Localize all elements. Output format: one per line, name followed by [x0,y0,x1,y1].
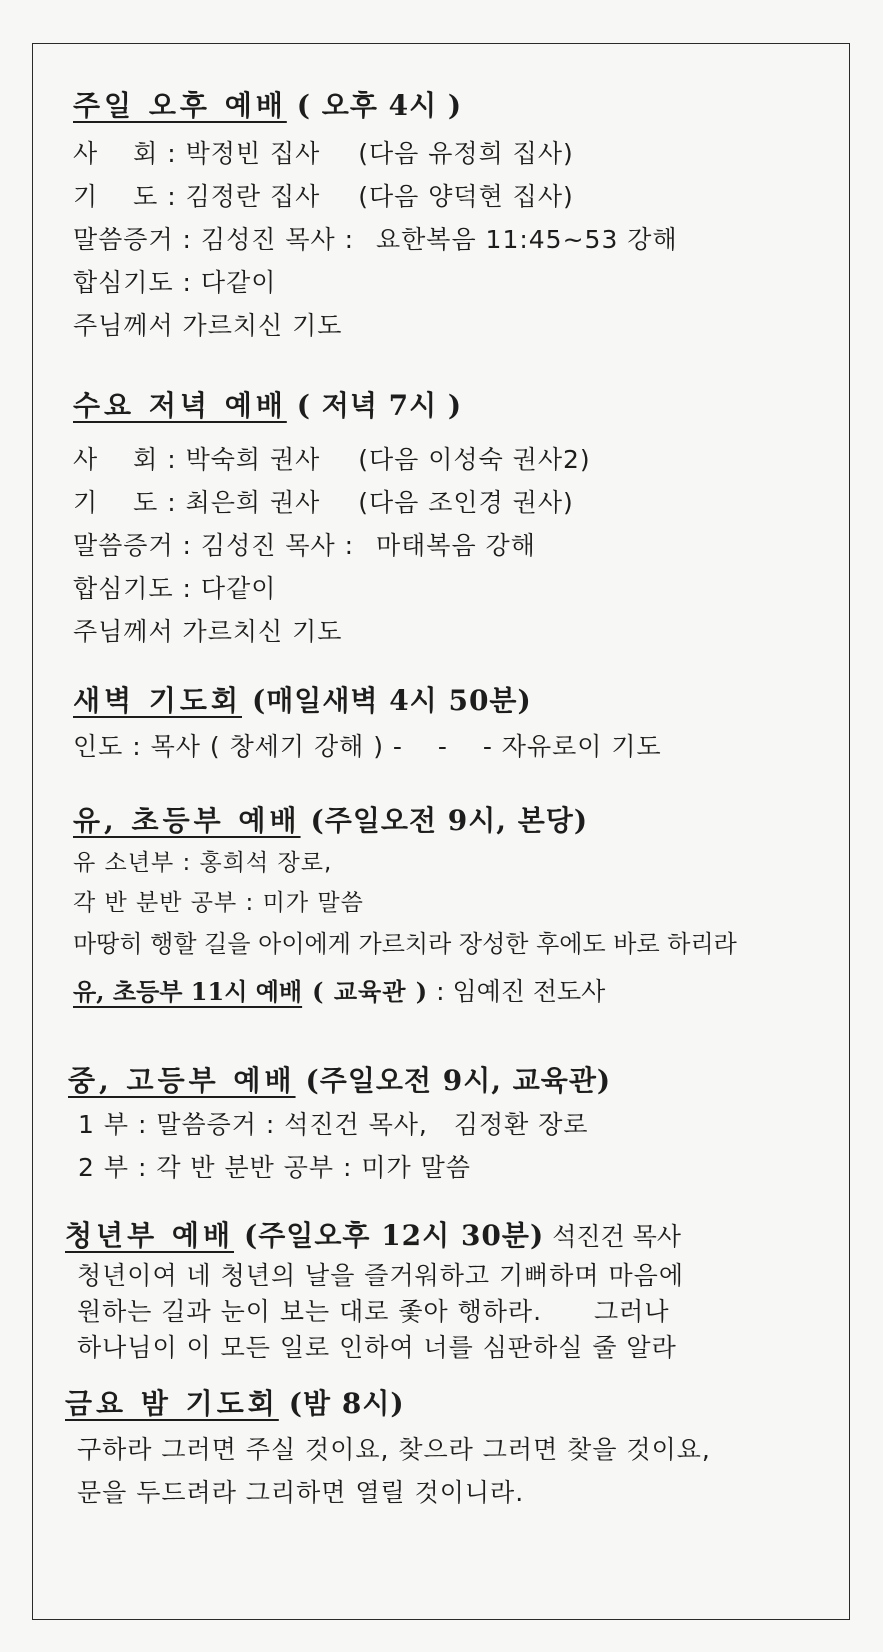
young-adults-leader: 석진건 목사 [552,1222,681,1251]
section-time: (매일새벽 4시 50분) [252,684,532,717]
bulletin-box [32,43,850,1620]
role-row: 말씀증거 : 김성진 목사 : 요한복음 11:45~53 강해 [73,225,678,254]
kids-section [73,799,883,1008]
sunday-afternoon-section [73,84,883,347]
section-heading [73,799,883,839]
dawn-prayer-section [73,679,883,768]
section-time: (주일오전 9시, 교육관) [305,1064,612,1097]
young-adults-verse: 하나님이 이 모든 일로 인하여 너를 심판하실 줄 알라 [77,1333,677,1362]
section-heading [73,384,883,424]
kids-verse: 마땅히 행할 길을 아이에게 가르치라 장성한 후에도 바로 하리라 [73,930,737,958]
friday-verse: 구하라 그러면 주실 것이요, 찾으라 그러면 찾을 것이요, [77,1435,711,1464]
role-row: 기 도 : 김정란 집사 (다음 양덕현 집사) [73,182,574,211]
section-title: 주일 오후 예배 [73,89,287,122]
section-time: (밤 8시) [288,1387,405,1420]
section-title: 금요 밤 기도회 [65,1387,279,1420]
young-adults-verse: 원하는 길과 눈이 보는 대로 좇아 행하라. 그러나 [77,1297,670,1326]
young-adults-verse: 청년이여 네 청년의 날을 즐거워하고 기뻐하며 마음에 [77,1261,684,1290]
kids-line: 각 반 분반 공부 : 미가 말씀 [73,890,364,916]
role-row: 기 도 : 최은희 권사 (다음 조인경 권사) [73,488,574,517]
section-title: 새벽 기도회 [73,684,242,717]
role-row: 사 회 : 박정빈 집사 (다음 유정희 집사) [73,139,574,168]
section-title: 중, 고등부 예배 [68,1064,296,1097]
section-heading [65,1382,881,1422]
section-time: (주일오후 12시 30분) [244,1219,545,1252]
section-heading [73,84,883,124]
section-time: ( 오후 4시 ) [296,89,463,122]
youth-section [68,1059,883,1189]
section-time: ( 저녁 7시 ) [296,389,463,422]
section-title: 청년부 예배 [65,1219,234,1252]
role-row: 말씀증거 : 김성진 목사 : 마태복음 강해 [73,531,536,560]
section-time: (주일오전 9시, 본당) [310,804,589,837]
kids-11-place: ( 교육관 ) [312,977,429,1006]
section-heading [65,1214,881,1254]
youth-line: 1 부 : 말씀증거 : 석진건 목사, 김정환 장로 [78,1110,589,1139]
kids-11-leader: : 임예진 전도사 [436,977,606,1006]
kids-11-title: 유, 초등부 11시 예배 [73,977,303,1006]
kids-line: 유 소년부 : 홍희석 장로, [73,850,333,876]
section-heading [73,679,883,719]
section-title: 수요 저녁 예배 [73,389,287,422]
wednesday-evening-section [73,384,883,653]
role-row: 사 회 : 박숙희 권사 (다음 이성숙 권사2) [73,445,591,474]
youth-line: 2 부 : 각 반 분반 공부 : 미가 말씀 [78,1153,471,1182]
dawn-line: 인도 : 목사 ( 창세기 강해 ) - - - 자유로이 기도 [73,732,662,761]
friday-verse: 문을 두드려라 그리하면 열릴 것이니라. [77,1478,525,1507]
prayer-line: 주님께서 가르치신 기도 [73,617,343,646]
friday-night-section [65,1382,881,1514]
prayer-line: 주님께서 가르치신 기도 [73,311,343,340]
kids-11-heading [73,972,883,1008]
role-row: 합심기도 : 다같이 [73,268,277,297]
section-heading [68,1059,883,1099]
young-adults-section [65,1214,881,1366]
role-row: 합심기도 : 다같이 [73,574,277,603]
section-title: 유, 초등부 예배 [73,804,301,837]
